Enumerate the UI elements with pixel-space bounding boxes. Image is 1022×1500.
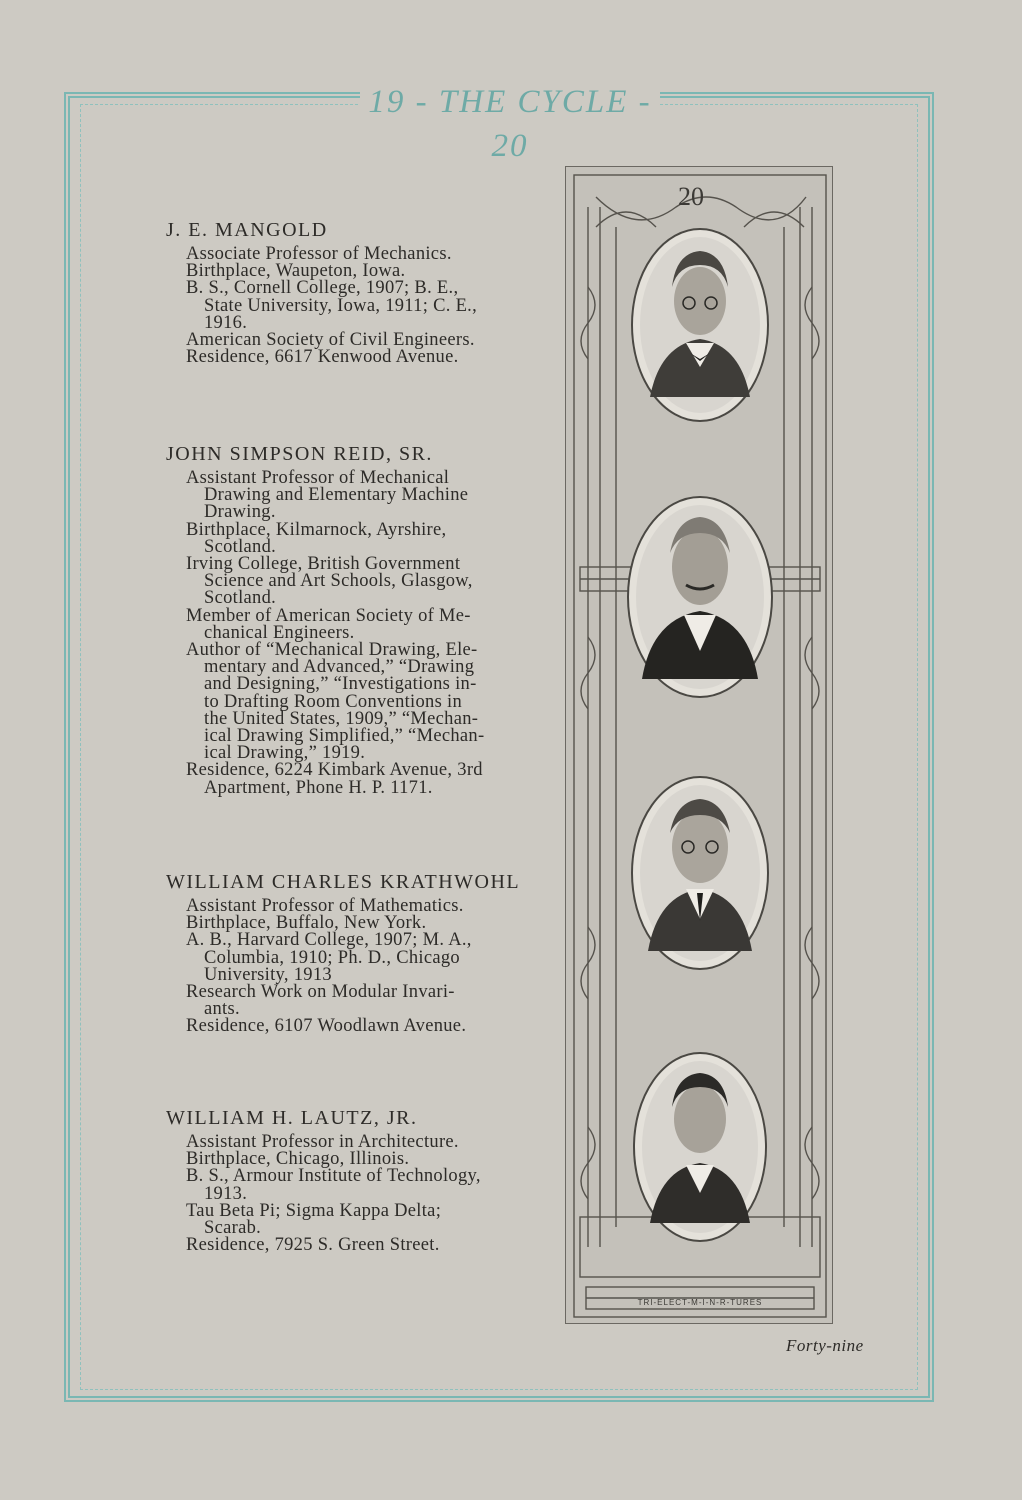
detail-line: A. B., Harvard College, 1907; M. A., — [186, 930, 472, 951]
detail-line: Drawing and Elementary Machine — [204, 485, 469, 506]
detail-line: Author of “Mechanical Drawing, Ele- — [186, 640, 478, 661]
detail-line: Residence, 6617 Kenwood Avenue. — [186, 347, 459, 368]
faculty-name: WILLIAM H. LAUTZ, JR. — [166, 1107, 418, 1129]
faculty-name: J. E. MANGOLD — [166, 219, 328, 241]
detail-line: Apartment, Phone H. P. 1171. — [204, 777, 433, 798]
detail-line: ical Drawing Simplified,” “Mechan- — [204, 726, 485, 747]
detail-line: 1916. — [204, 312, 248, 333]
page-header — [360, 80, 660, 164]
detail-line: Birthplace, Waupeton, Iowa. — [186, 261, 406, 282]
detail-line: Birthplace, Chicago, Illinois. — [186, 1149, 410, 1170]
detail-line: 1913. — [204, 1183, 248, 1204]
portrait-photo-reid — [628, 497, 772, 697]
detail-line: Associate Professor of Mechanics. — [186, 244, 452, 264]
ornamental-frame — [566, 167, 834, 1325]
detail-line: Assistant Professor in Architecture. — [186, 1132, 459, 1152]
portrait-photo-lautz — [634, 1053, 766, 1241]
detail-line: Science and Art Schools, Glasgow, — [204, 571, 473, 592]
detail-line: State University, Iowa, 1911; C. E., — [204, 295, 478, 316]
detail-line: B. S., Cornell College, 1907; B. E., — [186, 278, 459, 299]
detail-line: Irving College, British Government — [186, 554, 461, 575]
portrait-photo-krathwohl — [632, 777, 768, 969]
detail-line: Scotland. — [204, 588, 277, 609]
detail-line: University, 1913 — [204, 964, 332, 985]
faculty-entry-reid — [166, 442, 518, 797]
panel-bottom-band: TRI-ELECT-M-I-N-R-TURES — [637, 1298, 763, 1307]
faculty-entry-mangold — [166, 218, 518, 366]
faculty-entry-krathwohl — [166, 870, 521, 1037]
detail-line: Drawing. — [204, 502, 276, 523]
portrait-photo-mangold — [632, 229, 768, 421]
detail-line: Columbia, 1910; Ph. D., Chicago — [204, 947, 460, 968]
faculty-name: WILLIAM CHARLES KRATHWOHL — [166, 871, 521, 893]
detail-line: mentary and Advanced,” “Drawing — [204, 657, 475, 678]
faculty-details — [166, 1134, 518, 1254]
detail-line: Tau Beta Pi; Sigma Kappa Delta; — [186, 1200, 442, 1221]
detail-line: Research Work on Modular Invari- — [186, 982, 455, 1003]
detail-line: Birthplace, Buffalo, New York. — [186, 913, 427, 934]
detail-line: to Drafting Room Conventions in — [204, 691, 463, 712]
detail-line: ants. — [204, 999, 240, 1020]
detail-line: Assistant Professor of Mathematics. — [186, 896, 464, 916]
detail-line: Assistant Professor of Mechanical — [186, 468, 450, 488]
detail-line: ical Drawing,” 1919. — [204, 743, 366, 764]
panel-top-mark: 20 — [678, 182, 704, 211]
detail-line: Residence, 7925 S. Green Street. — [186, 1235, 440, 1256]
detail-line: chanical Engineers. — [204, 622, 355, 643]
detail-line: American Society of Civil Engineers. — [186, 330, 475, 351]
faculty-details — [166, 246, 518, 366]
detail-line: Residence, 6107 Woodlawn Avenue. — [186, 1016, 467, 1037]
portrait-panel — [565, 166, 833, 1324]
faculty-details — [166, 898, 518, 1036]
detail-line: the United States, 1909,” “Mechan- — [204, 708, 479, 729]
detail-line: Scarab. — [204, 1218, 262, 1239]
faculty-details — [166, 470, 518, 797]
detail-line: B. S., Armour Institute of Technology, — [186, 1166, 481, 1187]
detail-line: Scotland. — [204, 536, 277, 557]
page-title: 19 - THE CYCLE - 20 — [368, 84, 652, 164]
detail-line: and Designing,” “Investigations in- — [204, 674, 477, 695]
faculty-name: JOHN SIMPSON REID, SR. — [166, 443, 433, 465]
page-number: Forty-nine — [786, 1336, 864, 1355]
detail-line: Birthplace, Kilmarnock, Ayrshire, — [186, 519, 447, 540]
detail-line: Residence, 6224 Kimbark Avenue, 3rd — [186, 760, 483, 781]
faculty-entry-lautz — [166, 1106, 518, 1254]
detail-line: Member of American Society of Me- — [186, 605, 471, 626]
